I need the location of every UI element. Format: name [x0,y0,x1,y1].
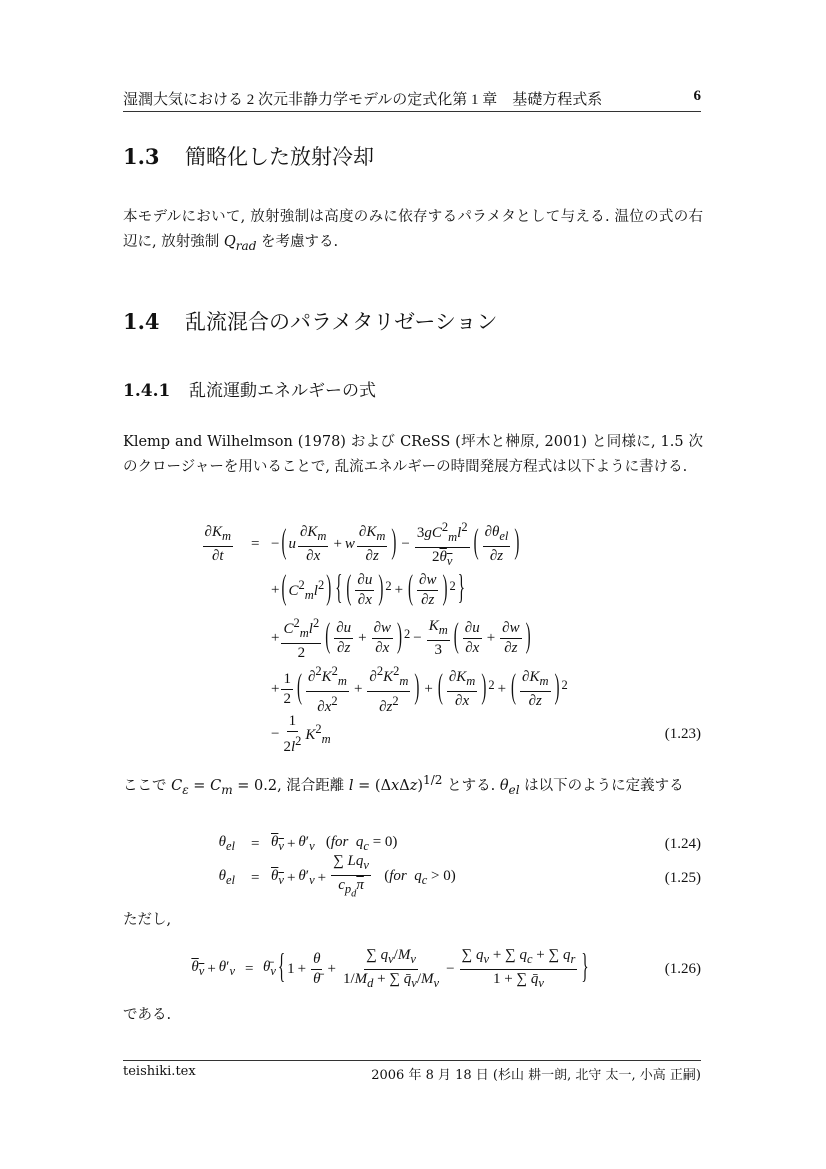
numerator: ∑ $Lq_v$ [331,853,371,876]
denominator: 2 [297,644,306,661]
math-term: 2 [385,579,392,593]
fraction [281,713,303,756]
numerator: $\partial^2K^2_m$ [306,663,349,692]
math-term: $\theta'_v$ [218,959,235,978]
fraction [281,615,321,662]
eq-relation: = [245,960,254,977]
delimiter: ) [514,524,520,562]
delimiter: { [335,570,343,608]
footer-rule [123,1060,701,1061]
delimiter: ( [296,669,302,707]
section-1-4-heading [123,306,497,336]
delimiter: ( [281,524,287,562]
numerator: $K_m$ [427,618,450,641]
fraction [331,853,371,903]
denominator: ∂x [357,591,372,608]
delimiter: ) [391,524,397,562]
section-number: 1.3 [123,144,160,169]
eq-rhs [263,947,591,991]
delimiter: ) [326,570,332,608]
eq-rhs [271,663,568,715]
math-term: + [271,680,280,697]
equation-number: (1.23) [664,725,701,742]
paragraph-tadashi: ただし, [123,912,172,928]
math-term: $\theta'_v$ [298,834,315,853]
fraction [417,572,438,609]
fraction [357,524,387,565]
eq-rhs [271,853,456,900]
numerator: θ [311,951,322,970]
fraction [372,620,393,657]
equation-row [123,663,701,715]
math-term: $\theta_{el}$ [218,834,235,853]
subsection-number: 1.4.1 [123,381,171,401]
math-term: 2 [488,678,495,692]
numerator: ∑ $q_v$ + ∑ $q_c$ + ∑ $q_r$ [460,947,578,970]
operator: + [286,835,296,852]
equation-number: (1.26) [664,960,701,977]
math-term: (for $q_c > 0$) [372,868,456,887]
delimiter: } [581,949,589,987]
numerator: $\partial K_m$ [447,669,477,692]
delimiter: ( [453,618,459,656]
operator: + [327,960,336,977]
eq-lhs [219,856,235,900]
numerator: ∂w [372,620,393,639]
fraction [306,663,349,716]
numerator: ∂u [463,620,482,639]
math-term: $\theta'_v$ [298,868,315,887]
denominator: $\partial z^2$ [379,693,399,715]
fraction [311,951,322,988]
delimiter: ) [525,618,531,656]
math-term: + [271,629,280,646]
eq-rhs [271,568,467,612]
math-term: + [271,581,280,598]
eq-relation: = [251,835,260,852]
denominator: ∂z [489,547,504,564]
footer-date-authors: 2006 年 8 月 18 日 (杉山 耕一朗, 北守 太一, 小高 正嗣) [371,1068,701,1083]
math-term: $K^2_m$ [305,721,331,746]
operator: + [358,629,367,646]
denominator: $\partial x^2$ [317,693,338,715]
math-term: − [271,535,280,552]
section-1-3-heading [123,141,374,171]
operator: + [297,960,307,977]
denominator: ∂z [528,692,542,709]
numerator: $\partial K_m$ [357,524,387,547]
fraction [460,947,578,992]
math-term: 2 [449,579,456,593]
fraction [203,524,233,565]
operator: + [207,960,216,977]
fraction [367,663,410,716]
delimiter: } [457,570,465,608]
equation-row [123,568,701,612]
denominator: $c_{p_d}\overline{\pi}$ [338,877,364,900]
operator: − [413,629,422,646]
operator: + [486,629,496,646]
equation-row [123,519,701,568]
eq-rhs [271,712,331,756]
paragraph-mixing-length: ここで $C_\varepsilon = C_m = 0.2$, 混合距離 $l = (\Delta x\Delta z)^{1/2}$ とする. $\theta_{el}$ は以下のように定義する [123,773,684,797]
denominator: 2 [283,690,291,707]
fraction [334,620,353,657]
denominator: ∂z [421,591,435,608]
math-term: 2 [404,627,411,641]
numerator: $\partial K_m$ [203,524,233,547]
denominator: ∂x [465,639,480,656]
eq-relation: = [251,535,260,552]
fraction [483,524,511,565]
operator: + [353,680,363,697]
denominator: 3 [434,641,442,658]
delimiter: ( [281,570,287,608]
delimiter: ( [408,570,414,608]
subsection-1-4-1-heading [123,376,376,401]
fraction [355,572,374,609]
numerator: $\partial\theta_{el}$ [483,524,511,547]
delimiter: ) [397,618,403,656]
fraction [427,618,450,659]
denominator: ∂z [337,639,351,656]
equation-number: (1.25) [664,869,701,886]
paragraph-radiation: 本モデルにおいて, 放射強制は高度のみに依存するパラメタとして与える. 温位の式の右辺に, 放射強制 $Q_{rad}$ を考慮する. [123,209,703,253]
running-header [123,88,701,109]
denominator: ∂t [211,547,224,564]
section-title: 簡略化した放射冷却 [185,145,374,169]
delimiter: ( [437,669,443,707]
numerator: $C^2_ml^2$ [281,615,321,644]
eq-lhs [201,522,235,566]
numerator: 1 [287,713,299,732]
delimiter: ( [346,570,352,608]
math-term: 1 [287,960,295,977]
fraction [500,620,521,657]
delimiter: ( [511,669,517,707]
equation-row [123,712,701,756]
fraction [415,519,470,570]
numerator: $\partial K_m$ [298,524,328,547]
denominator: ∂x [306,547,321,564]
numerator: ∂u [355,572,374,591]
eq-relation: = [251,869,260,886]
fraction [447,669,477,710]
equation-number: (1.24) [664,835,701,852]
section-title: 乱流混合のパラメタリゼーション [185,310,498,334]
fraction [341,947,441,992]
numerator: $\partial^2K^2_m$ [367,663,410,692]
section-number: 1.4 [123,309,160,334]
operator: + [333,535,342,552]
eq-rhs [271,519,521,568]
denominator: 1 + ∑ $q̄_v$ [492,970,544,990]
denominator: ∂z [365,547,379,564]
math-term: (for $q_c = 0$) [314,834,398,853]
denominator: θ̄ [313,970,321,987]
paragraph-closure: Klemp and Wilhelmson (1978) および CReSS (坪木と榊原, 2001) と同様に, 1.5 次のクロージャーを用いることで, 乱流エネルギーの時間発展方程式は以下ように書ける. [123,434,703,475]
denominator: ∂x [455,692,470,709]
subsection-title: 乱流運動エネルギーの式 [189,381,376,401]
eq-rhs [271,616,533,660]
eq-lhs [191,947,235,991]
operator: + [394,581,404,598]
fraction [281,671,293,708]
numerator: 1 [281,671,293,690]
delimiter: ( [325,618,331,656]
denominator: $1/M_d$ + ∑ $q̄_v/M_v$ [342,970,440,990]
page-number: 6 [693,88,701,104]
operator: + [317,869,327,886]
math-term: − [271,725,280,742]
operator: − [401,535,410,552]
delimiter: { [277,949,286,987]
operator: + [497,680,507,697]
math-term: $\theta_v$ [191,959,205,978]
equation-row [123,616,701,660]
math-term: $\theta_v$ [271,834,284,853]
paragraph-dearu: である. [123,1007,172,1023]
math-term: $\thetā_v$ [263,959,276,978]
math-term: w [344,535,355,552]
denominator: ∂z [504,639,518,656]
footer [123,1064,701,1083]
operator: + [424,680,433,697]
fraction [520,669,550,710]
fraction [298,524,328,565]
math-term: u [288,535,296,552]
math-term: $\theta_{el}$ [218,868,235,887]
math-term: 2 [561,678,568,692]
delimiter: ) [378,570,384,608]
header-rule [123,111,701,112]
math-term: $C^2_ml^2$ [288,577,325,602]
equation-row [123,853,701,900]
delimiter: ) [554,669,560,707]
delimiter: ) [481,669,487,707]
numerator: ∂w [417,572,438,591]
numerator: ∂w [500,620,521,639]
numerator: $\partial K_m$ [520,669,550,692]
delimiter: ( [473,524,479,562]
numerator: $3gC^2_ml^2$ [415,519,470,548]
footer-filename: teishiki.tex [123,1064,196,1079]
denominator: $2\theta_v$ [432,548,453,568]
delimiter: ) [414,669,420,707]
denominator: $2l^2$ [283,733,302,755]
delimiter: ) [442,570,448,608]
operator: + [286,869,296,886]
fraction [463,620,482,657]
numerator: ∑ $q_v/M_v$ [364,947,418,970]
math-term: $\theta_v$ [271,868,284,887]
numerator: ∂u [334,620,353,639]
operator: − [446,960,455,977]
denominator: ∂x [375,639,390,656]
header-title: 湿潤大気における 2 次元非静力学モデルの定式化第 1 章 基礎方程式系 [123,92,603,108]
equation-row [123,947,701,991]
